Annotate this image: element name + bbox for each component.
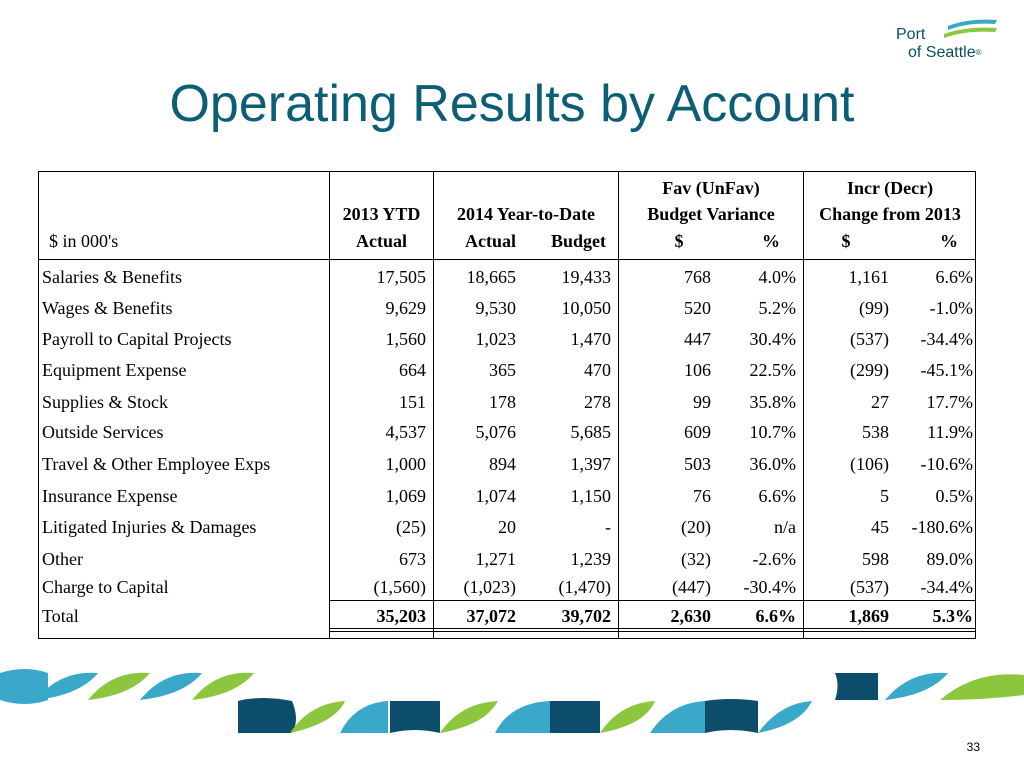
- cell-2013-actual: 664: [399, 360, 426, 380]
- cell-label: Salaries & Benefits: [42, 267, 182, 287]
- cell-2014-actual: 18,665: [466, 267, 516, 287]
- logo-line-1: Port: [896, 26, 926, 43]
- cell-change-pct: 6.6%: [935, 267, 973, 287]
- operating-results-table: [38, 171, 976, 639]
- cell-2014-budget: (1,470): [558, 577, 611, 597]
- cell-label: Total: [42, 606, 79, 626]
- cell-2014-actual: 20: [498, 517, 516, 537]
- cell-change-dollar: (537): [850, 577, 889, 597]
- cell-2014-budget: 19,433: [561, 267, 611, 287]
- cell-label: Litigated Injuries & Damages: [42, 517, 257, 537]
- header-change-pct: %: [940, 231, 958, 251]
- cell-variance-pct: 35.8%: [749, 392, 796, 412]
- cell-variance-pct: 6.6%: [758, 486, 796, 506]
- cell-change-pct: 11.9%: [927, 422, 973, 442]
- cell-2014-budget: 10,050: [561, 298, 611, 318]
- cell-variance-dollar: (32): [681, 549, 711, 569]
- cell-2013-actual: 1,560: [385, 329, 426, 349]
- cell-change-dollar: (106): [850, 454, 889, 474]
- cell-2014-actual: (1,023): [463, 577, 516, 597]
- cell-variance-dollar: 447: [684, 329, 711, 349]
- cell-2014-actual: 5,076: [475, 422, 516, 442]
- cell-variance-pct: 36.0%: [749, 454, 796, 474]
- cell-2014-budget: 39,702: [561, 606, 611, 626]
- cell-change-pct: -45.1%: [920, 360, 973, 380]
- cell-2014-budget: 5,685: [570, 422, 611, 442]
- cell-variance-dollar: 503: [684, 454, 711, 474]
- total-bottom-rule-2: [329, 631, 975, 632]
- cell-variance-pct: 30.4%: [749, 329, 796, 349]
- cell-change-dollar: 538: [862, 422, 889, 442]
- header-variance-line-1: Fav (UnFav): [662, 178, 760, 198]
- cell-change-pct: -34.4%: [920, 329, 973, 349]
- port-of-seattle-logo: [896, 18, 1006, 68]
- page-title: Operating Results by Account: [169, 75, 855, 133]
- cell-change-dollar: 27: [871, 392, 889, 412]
- header-2014-budget: Budget: [550, 231, 606, 251]
- cell-2014-budget: -: [605, 517, 611, 537]
- page-number: 33: [966, 740, 980, 754]
- cell-change-dollar: 1,161: [848, 267, 889, 287]
- cell-variance-pct: -30.4%: [743, 577, 796, 597]
- header-change-line-1: Incr (Decr): [846, 178, 934, 198]
- cell-change-pct: 0.5%: [935, 486, 973, 506]
- cell-variance-dollar: 2,630: [670, 606, 711, 626]
- cell-2013-actual: 1,069: [385, 486, 426, 506]
- cell-change-dollar: 45: [871, 517, 889, 537]
- cell-2013-actual: 1,000: [385, 454, 426, 474]
- cell-variance-pct: 6.6%: [755, 606, 796, 626]
- cell-2014-budget: 470: [584, 360, 611, 380]
- cell-2013-actual: 35,203: [376, 606, 426, 626]
- total-top-rule: [329, 600, 975, 601]
- header-2013-ytd: 2013 YTD: [342, 204, 421, 224]
- cell-2014-budget: 1,470: [570, 329, 611, 349]
- cell-2013-actual: 673: [399, 549, 426, 569]
- cell-2013-actual: 151: [399, 392, 426, 412]
- cell-2013-actual: 9,629: [385, 298, 426, 318]
- cell-change-dollar: (99): [859, 298, 889, 318]
- cell-2014-actual: 37,072: [466, 606, 516, 626]
- cell-variance-pct: -2.6%: [752, 549, 796, 569]
- cell-2013-actual: (25): [396, 517, 426, 537]
- cell-variance-pct: 10.7%: [749, 422, 796, 442]
- cell-2013-actual: 4,537: [385, 422, 426, 442]
- cell-2013-actual: (1,560): [373, 577, 426, 597]
- cell-label: Equipment Expense: [42, 360, 187, 380]
- cell-variance-dollar: 106: [684, 360, 711, 380]
- header-variance-pct: %: [762, 231, 780, 251]
- cell-change-pct: -10.6%: [920, 454, 973, 474]
- header-2013-actual: Actual: [356, 231, 407, 251]
- cell-label: Other: [42, 549, 83, 569]
- cell-2014-actual: 365: [489, 360, 516, 380]
- cell-2014-actual: 1,023: [475, 329, 516, 349]
- cell-change-pct: 5.3%: [932, 606, 973, 626]
- cell-variance-dollar: 520: [684, 298, 711, 318]
- cell-2014-budget: 1,239: [570, 549, 611, 569]
- cell-2014-actual: 178: [489, 392, 516, 412]
- cell-variance-pct: 4.0%: [758, 267, 796, 287]
- header-change-line-2: Change from 2013: [819, 204, 961, 224]
- cell-variance-dollar: 76: [693, 486, 711, 506]
- header-2014-ytd: 2014 Year-to-Date: [456, 204, 596, 224]
- cell-2014-actual: 1,074: [475, 486, 516, 506]
- cell-label: Outside Services: [42, 422, 164, 442]
- cell-2014-budget: 278: [584, 392, 611, 412]
- cell-variance-pct: 5.2%: [758, 298, 796, 318]
- cell-change-dollar: (537): [850, 329, 889, 349]
- cell-2014-actual: 1,271: [475, 549, 516, 569]
- cell-label: Payroll to Capital Projects: [42, 329, 232, 349]
- cell-variance-dollar: 609: [684, 422, 711, 442]
- header-change-dollar: $: [841, 231, 851, 251]
- cell-change-pct: -1.0%: [929, 298, 973, 318]
- cell-variance-dollar: (20): [681, 517, 711, 537]
- cell-change-pct: -34.4%: [920, 577, 973, 597]
- cell-label: Insurance Expense: [42, 486, 178, 506]
- cell-change-dollar: 5: [880, 486, 889, 506]
- wave-row-bottom: [238, 698, 812, 733]
- header-unit: $ in 000's: [49, 231, 119, 251]
- cell-2014-budget: 1,150: [570, 486, 611, 506]
- cell-change-pct: 17.7%: [926, 392, 973, 412]
- table-header-rule: [39, 259, 975, 260]
- cell-change-dollar: (299): [850, 360, 889, 380]
- cell-change-pct: -180.6%: [911, 517, 973, 537]
- cell-2014-actual: 894: [489, 454, 516, 474]
- cell-2014-actual: 9,530: [475, 298, 516, 318]
- cell-variance-dollar: 99: [693, 392, 711, 412]
- logo-line-2: of Seattle®: [908, 44, 982, 61]
- cell-change-dollar: 598: [862, 549, 889, 569]
- cell-label: Charge to Capital: [42, 577, 169, 597]
- header-variance-line-2: Budget Variance: [647, 204, 775, 224]
- total-bottom-rule-1: [329, 628, 975, 629]
- cell-label: Wages & Benefits: [42, 298, 173, 318]
- decorative-wave-band: [0, 665, 1024, 735]
- cell-label: Travel & Other Employee Exps: [42, 454, 271, 474]
- header-variance-dollar: $: [674, 231, 684, 251]
- wave-row-top: [0, 669, 1024, 704]
- cell-variance-pct: 22.5%: [749, 360, 796, 380]
- cell-variance-dollar: (447): [672, 577, 711, 597]
- cell-change-pct: 89.0%: [926, 549, 973, 569]
- header-2014-actual: Actual: [465, 231, 516, 251]
- cell-label: Supplies & Stock: [42, 392, 169, 412]
- cell-variance-dollar: 768: [684, 267, 711, 287]
- cell-2014-budget: 1,397: [570, 454, 611, 474]
- cell-change-dollar: 1,869: [848, 606, 889, 626]
- cell-2013-actual: 17,505: [376, 267, 426, 287]
- cell-variance-pct: n/a: [774, 517, 796, 537]
